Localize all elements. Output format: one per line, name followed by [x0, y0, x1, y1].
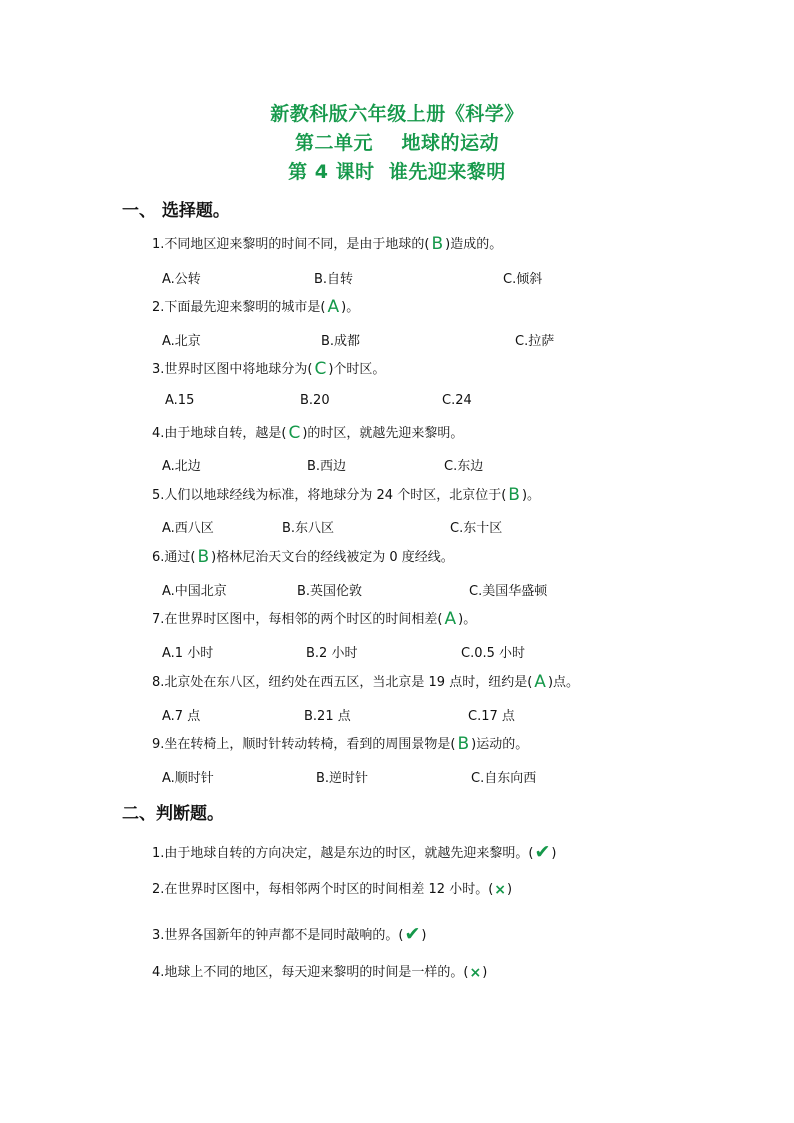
option-a: A.北京 [162, 334, 201, 349]
question-1 [152, 235, 502, 254]
question-3 [152, 360, 385, 379]
cross-mark-icon: × [494, 882, 507, 898]
question-text-end: )个时区。 [328, 362, 386, 377]
lesson-title: 第 4 课时 谁先迎来黎明 [288, 161, 506, 183]
answer: C [288, 423, 301, 443]
question-text-end: )。 [458, 612, 477, 627]
option-b: B.2 小时 [306, 646, 358, 661]
option-c: C.东十区 [450, 521, 503, 536]
answer: A [444, 609, 457, 629]
judgment-text-end: ) [507, 882, 513, 897]
question-text: 5.人们以地球经线为标准，将地球分为 24 个时区，北京位于( [152, 488, 507, 503]
question-7 [152, 610, 476, 629]
option-c: C.倾斜 [503, 272, 543, 287]
option-a: A.顺时针 [162, 771, 214, 786]
question-4 [152, 424, 463, 443]
question-8 [152, 673, 579, 692]
option-a: A.1 小时 [162, 646, 214, 661]
judgment-2 [152, 881, 512, 899]
option-c: C.24 [442, 393, 472, 408]
answer: C [314, 359, 327, 379]
option-b: B.西边 [307, 459, 347, 474]
option-b: B.东八区 [282, 521, 335, 536]
question-text-end: )点。 [547, 675, 580, 690]
answer: B [197, 547, 210, 567]
question-6 [152, 548, 454, 567]
option-c: C.自东向西 [471, 771, 537, 786]
question-text: 2.下面最先迎来黎明的城市是( [152, 300, 326, 315]
cross-mark-icon: × [469, 965, 482, 981]
answer: B [431, 234, 444, 254]
option-b: B.英国伦敦 [297, 584, 363, 599]
question-2 [152, 298, 359, 317]
judgment-text: 1.由于地球自转的方向决定，越是东边的时区，就越先迎来黎明。( [152, 846, 534, 861]
question-9 [152, 735, 528, 754]
question-text-end: )格林尼治天文台的经线被定为 0 度经线。 [211, 550, 454, 565]
judgment-text: 2.在世界时区图中，每相邻两个时区的时间相差 12 小时。( [152, 882, 494, 897]
option-a: A.7 点 [162, 709, 201, 724]
option-c: C.东边 [444, 459, 484, 474]
option-a: A.15 [165, 393, 195, 408]
question-text: 9.坐在转椅上，顺时针转动转椅，看到的周围景物是( [152, 737, 456, 752]
question-text: 6.通过( [152, 550, 196, 565]
judgment-text-end: ) [482, 965, 488, 980]
option-b: B.自转 [314, 272, 354, 287]
check-mark-icon: ✔ [534, 841, 551, 863]
document-title: 新教科版六年级上册《科学》 [270, 103, 524, 125]
judgment-text: 4.地球上不同的地区，每天迎来黎明的时间是一样的。( [152, 965, 469, 980]
answer: A [534, 672, 546, 692]
question-text: 1.不同地区迎来黎明的时间不同，是由于地球的( [152, 237, 430, 252]
option-b: B.21 点 [304, 709, 351, 724]
section-choice-title: 一、 选择题。 [122, 201, 230, 221]
question-text-end: )运动的。 [471, 737, 529, 752]
question-text-end: )。 [521, 488, 541, 503]
option-a: A.公转 [162, 272, 201, 287]
option-a: A.西八区 [162, 521, 214, 536]
section-judge-title: 二、判断题。 [122, 804, 224, 824]
judgment-3 [152, 925, 426, 945]
judgment-4 [152, 964, 487, 982]
question-text: 7.在世界时区图中，每相邻的两个时区的时间相差( [152, 612, 443, 627]
question-text-end: )的时区，就越先迎来黎明。 [302, 426, 464, 441]
question-text: 4.由于地球自转，越是( [152, 426, 287, 441]
question-text: 8.北京处在东八区，纽约处在西五区，当北京是 19 点时，纽约是( [152, 675, 533, 690]
option-c: C.17 点 [468, 709, 515, 724]
question-text: 3.世界时区图中将地球分为( [152, 362, 313, 377]
option-b: B.20 [300, 393, 330, 408]
option-a: A.北边 [162, 459, 201, 474]
judgment-1 [152, 843, 556, 863]
question-text-end: )。 [341, 300, 360, 315]
judgment-text-end: ) [421, 928, 427, 943]
answer: A [327, 297, 340, 317]
option-c: C.0.5 小时 [461, 646, 526, 661]
judgment-text: 3.世界各国新年的钟声都不是同时敲响的。( [152, 928, 404, 943]
option-c: C.拉萨 [515, 334, 555, 349]
judgment-text-end: ) [551, 846, 557, 861]
option-a: A.中国北京 [162, 584, 227, 599]
answer: B [508, 485, 520, 505]
question-text-end: )造成的。 [445, 237, 503, 252]
question-5 [152, 486, 540, 505]
answer: B [457, 734, 470, 754]
option-b: B.逆时针 [316, 771, 369, 786]
option-b: B.成都 [321, 334, 361, 349]
unit-title: 第二单元 地球的运动 [295, 132, 499, 154]
check-mark-icon: ✔ [404, 923, 421, 945]
option-c: C.美国华盛顿 [469, 584, 548, 599]
